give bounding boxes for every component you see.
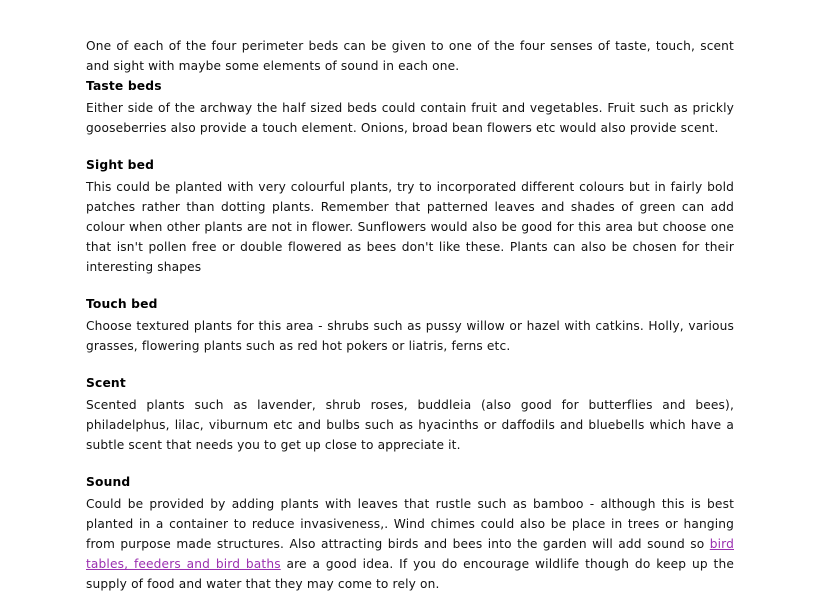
section-text-sight-bed: This could be planted with very colourful plants, try to incorporated different colours but in fairly bold patches rather than dotting plants. Remember that patterned leaves and shades of green can add colour when other plants are not in flower. Sunflowers would also be good for this area but choose one that isn't pollen free or double flowered as bees don't like these. Plants can also be chosen for their interesting shapes: [86, 180, 734, 274]
section-text-touch-bed: Choose textured plants for this area - shrubs such as pussy willow or hazel with catkins. Holly, various grasses, flowering plants such as red hot pokers or liatris, ferns etc.: [86, 319, 734, 353]
section-taste-beds: [86, 76, 734, 138]
section-text-sound: [86, 494, 734, 594]
section-title-touch-bed: Touch bed: [86, 297, 158, 311]
section-title-scent: Scent: [86, 376, 126, 390]
section-title-sound: Sound: [86, 475, 131, 489]
section-sound: [86, 472, 734, 594]
section-touch-bed: [86, 294, 734, 356]
section-title-sight-bed: Sight bed: [86, 158, 155, 172]
section-text-taste-beds: Either side of the archway the half sized beds could contain fruit and vegetables. Fruit such as prickly gooseberries also provide a touch element. Onions, broad bean flowers etc would also provide scent.: [86, 101, 734, 135]
section-sight-bed: [86, 155, 734, 277]
sound-text-before-link: Could be provided by adding plants with leaves that rustle such as bamboo - although this is best planted in a container to reduce invasiveness,. Wind chimes could also be place in trees or hanging from purpose made structures. Also attracting birds and bees into the garden will add sound so: [86, 497, 734, 551]
bird-tables-link[interactable]: bird tables, feeders and bird baths: [86, 537, 734, 571]
section-title-taste-beds: Taste beds: [86, 79, 162, 93]
sound-text-after-link: are a good idea. If you do encourage wildlife though do keep up the supply of food and water that they may come to rely on.: [86, 557, 734, 591]
intro-paragraph: One of each of the four perimeter beds can be given to one of the four senses of taste, touch, scent and sight with maybe some elements of sound in each one.: [86, 39, 734, 73]
document-body: [86, 36, 734, 594]
section-text-scent: Scented plants such as lavender, shrub roses, buddleia (also good for butterflies and bees), philadelphus, lilac, viburnum etc and bulbs such as hyacinths or daffodils and bluebells which have a subtle scent that needs you to get up close to appreciate it.: [86, 398, 734, 452]
section-scent: [86, 373, 734, 455]
